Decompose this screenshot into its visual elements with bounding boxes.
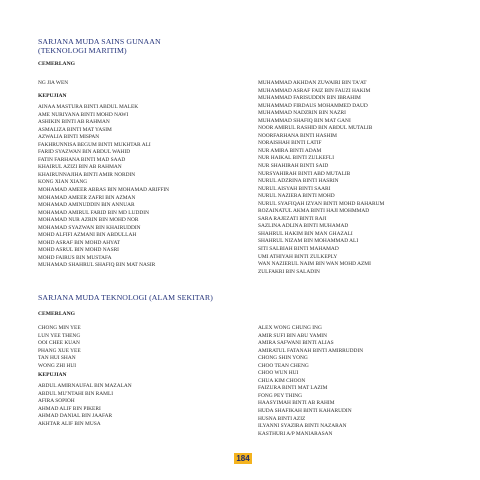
list-item: NOOR AMIRUL RASHID BIN ABDUL MUTALIB <box>258 125 373 132</box>
section1-title <box>38 38 161 55</box>
list-item: MOHD ASRUL BIN MOHD NASRI <box>38 247 119 254</box>
list-item: WAN NAZIERUL NAIM BIN WAN MOHD AZMI <box>258 261 371 268</box>
section2-kepujian-label: KEPUJIAN <box>38 372 67 378</box>
list-item: CHONG MIN YEE <box>38 325 81 331</box>
list-item: NURUL ADZRINA BINTI HASRIN <box>258 178 339 185</box>
section2-cemerlang-label: CEMERLANG <box>38 311 75 317</box>
list-item: MOHAMAD AMIRUL FARID BIN MD LUDDIN <box>38 209 149 216</box>
list-item: NURUL NAZIERA BINTI MOHD <box>258 193 335 200</box>
list-item: MUHAMAD SHAHRUL SHAFIQ BIN MAT NASIR <box>38 262 156 269</box>
list-item: OOI CHEE KUAN <box>38 340 80 347</box>
list-item: ILYANNI SYAZIRA BINTI NAZARAN <box>258 423 347 430</box>
list-item: CHOO TEAN CHENG <box>258 362 309 369</box>
list-item: AHMAD ALIF BIN PIKERI <box>38 405 101 412</box>
list-item: NUR AMIRA BINTI ADAM <box>258 147 322 154</box>
list-item: AMIR SUFI BIN ABU YAMIN <box>258 332 327 339</box>
list-item: NURUL AISYAH BINTI SAARI <box>258 185 331 192</box>
list-item: FARID SYAZWAN BIN ABDUL WAHID <box>38 149 131 156</box>
list-item: ZULFAKRI BIN SALADIN <box>258 268 320 275</box>
section2-cemerlang-list <box>38 325 81 370</box>
list-item: WONG ZHI HUI <box>38 362 77 369</box>
section1-left-list <box>38 104 169 270</box>
list-item: ASHIKIN BINTI AB RAHMAN <box>38 119 110 126</box>
list-item: AMIRATUL FATANAH BINTI AMIRRUDDIN <box>258 347 364 354</box>
list-item: AMIRA SAFWANI BINTI ALIAS <box>258 340 334 347</box>
list-item: NG JIA WEN <box>38 80 69 86</box>
section2-left-list <box>38 383 132 428</box>
list-item: ASMALIZA BINTI MAT YASIM <box>38 126 112 133</box>
list-item: HAASYIMAH BINTI AB RAHIM <box>258 400 335 407</box>
list-item: SAZLINA ADLINA BINTI MUHAMAD <box>258 223 349 230</box>
list-item: MUHAMMAD NADZRIN BIN NAZRI <box>258 110 346 117</box>
list-item: MOHAMAD SYAZWAN BIN KHAIRUDDIN <box>38 224 141 231</box>
list-item: ABDUL MU'NTAHI BIN RAMLI <box>38 390 114 397</box>
section1-cemerlang-list <box>38 80 68 88</box>
list-item: FONG PEY THING <box>258 392 303 399</box>
list-item: CHONG SHIN YONG <box>258 355 308 362</box>
list-item: MOHAMAD AMEER ABBAS BIN MOHAMAD ARIFFIN <box>38 187 170 194</box>
section1-title-line1: SARJANA MUDA SAINS GUNAAN <box>38 37 161 46</box>
list-item: MUHAMMAD ASRAF FAIZ BIN FAUZI HAKIM <box>258 87 371 94</box>
list-item: NORAISHAH BINTI LATIF <box>258 140 322 147</box>
list-item: MUHAMMAD AKHDAN ZUWAIRI BIN TA'AT <box>258 80 367 86</box>
list-item: HUSNA BINTI AZIZ <box>258 415 306 422</box>
list-item: KASTHURI A/P MANIARASAN <box>258 430 333 437</box>
list-item: MOHD FAIRUS BIN MUSTAFA <box>38 254 112 261</box>
list-item: AINAA MASTURA BINTI ABDUL MALEK <box>38 104 139 110</box>
list-item: NUR HAIKAL BINTI ZULKEFLI <box>258 155 335 162</box>
list-item: ROZAINATUL AKMA BINTI HAJI MOHMMAD <box>258 208 370 215</box>
list-item: FAKHRUNNISA BEGUM BINTI MUKHTAR ALI <box>38 141 151 148</box>
list-item: PHANG XUE YEE <box>38 347 81 354</box>
list-item: KHAIRUNNAJIHA BINTI AMIR NORDIN <box>38 171 136 178</box>
list-item: CHUA KIM CHOON <box>258 377 306 384</box>
list-item: FAIZURA BINTI MAT LAZIM <box>258 385 328 392</box>
list-item: MUHAMMAD SHAFIQ BIN MAT GANI <box>258 117 351 124</box>
list-item: MOHAMAD AMINUDDIN BIN ANNUAR <box>38 202 135 209</box>
list-item: MOHAMAD AMEER ZAFRI BIN AZMAN <box>38 194 136 201</box>
list-item: ALEX WONG CHUNG ING <box>258 325 322 331</box>
list-item: NURUL SYAFIQAH IZYAN BINTI MOHD BAHARUM <box>258 200 385 207</box>
section2-title: SARJANA MUDA TEKNOLOGI (ALAM SEKITAR) <box>38 293 213 302</box>
section1-right-list <box>258 80 384 276</box>
list-item: AKHTAR ALIF BIN MUSA <box>38 420 101 427</box>
list-item: MUHAMMAD FIRDAUS MOHAMMED DAUD <box>258 102 368 109</box>
section2-right-list <box>258 325 363 438</box>
list-item: MOHD ALFIFI AZMANI BIN ABDULLAH <box>38 232 137 239</box>
list-item: KONG XIAN XIANG <box>38 179 88 186</box>
list-item: LUN YEE THENG <box>38 332 81 339</box>
list-item: AZWALIA BINTI MISPAN <box>38 134 100 141</box>
section1-cemerlang-label: CEMERLANG <box>38 61 75 67</box>
list-item: HUDA SHAFIKAH BINTI KAHARUDIN <box>258 408 352 415</box>
list-item: SARA RAJEZATI BINTI RAJI <box>258 215 327 222</box>
list-item: NUR SHAHIRAH BINTI SAID <box>258 163 329 170</box>
list-item: NOORFARHANA BINTI HASHIM <box>258 132 337 139</box>
list-item: MUHAMMAD FARISUDDIN BIN IBRAHIM <box>258 95 361 102</box>
list-item: AHMAD DANIAL BIN JAAFAR <box>38 413 113 420</box>
list-item: CHOO WUN HUI <box>258 370 299 377</box>
list-item: ABDUL AMIRNAUFAL BIN MAZALAN <box>38 383 132 389</box>
page-number: 184 <box>234 453 252 464</box>
list-item: KHAIRUL AZIZI BIN AB RAHMAN <box>38 164 122 171</box>
list-item: AFIRA SOPIOH <box>38 398 75 405</box>
list-item: UMI ATHIYAH BINTI ZULKEPLY <box>258 253 338 260</box>
list-item: NURSYAHIRAH BINTI ABD MUTALIB <box>258 170 351 177</box>
list-item: FATIN FARHANA BINTI MAD SAAD <box>38 156 126 163</box>
list-item: MOHD ASRAF BIN MOHD AHYAT <box>38 239 121 246</box>
list-item: SHAHRUL HAKIM BIN MAN GHAZALI <box>258 230 353 237</box>
list-item: TAN HUI SHAN <box>38 355 76 362</box>
list-item: MOHAMAD NUR AZRIN BIN MOHD NOR <box>38 217 139 224</box>
list-item: SHAHRUL NIZAM BIN MOHAMMAD ALI <box>258 238 359 245</box>
section1-kepujian-label: KEPUJIAN <box>38 93 67 99</box>
section1-title-line2: (TEKNOLOGI MARITIM) <box>38 45 127 55</box>
list-item: SITI SALBIAH BINTI MAHAMAD <box>258 246 339 253</box>
list-item: AME NURIYANA BINTI MOHD NAWI <box>38 111 129 118</box>
